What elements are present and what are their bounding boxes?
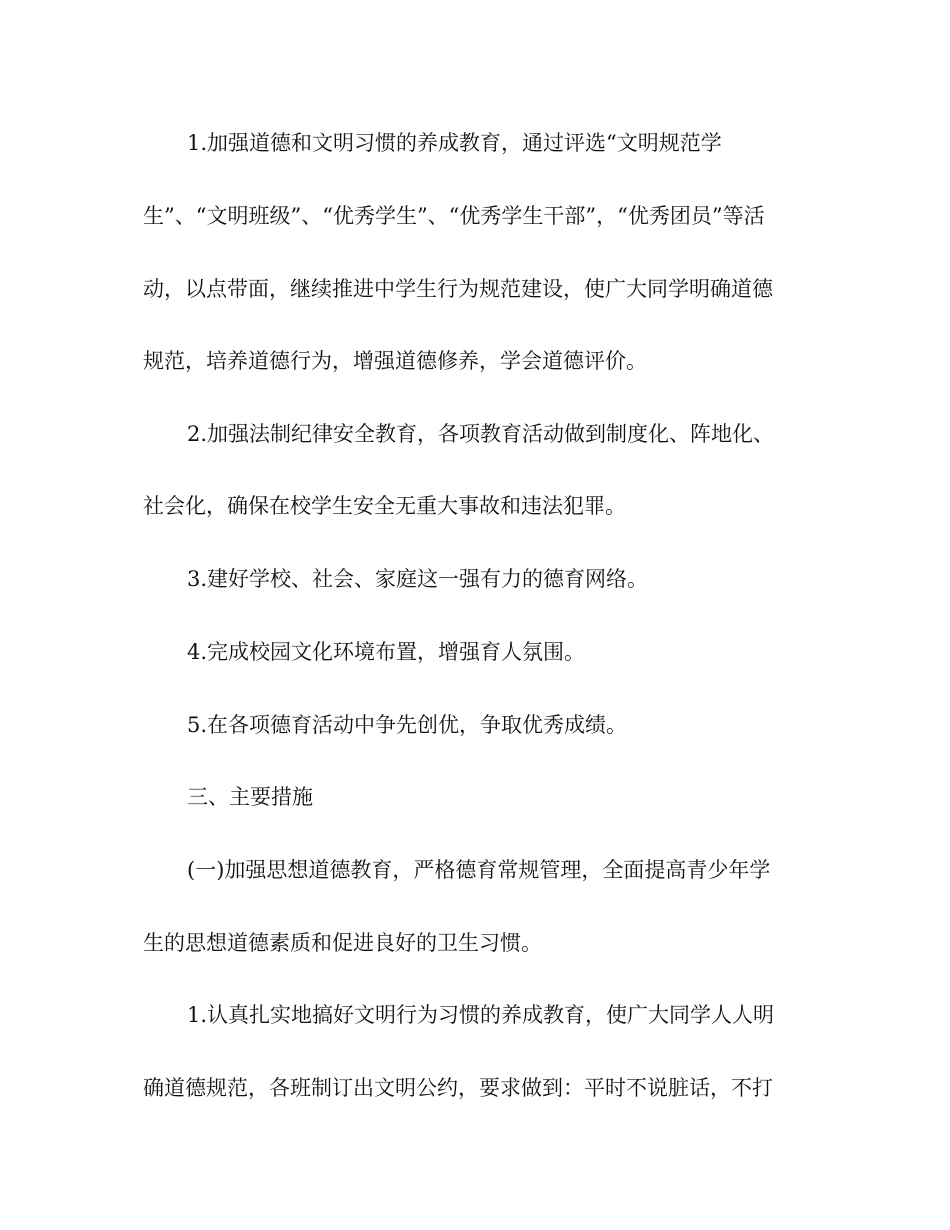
paragraph-line: 3.建好学校、社会、家庭这一强有力的德育网络。: [187, 567, 649, 591]
paragraph-line: 4.完成校园文化环境布置，增强育人氛围。: [187, 640, 586, 664]
subsection-heading-line: (一)加强思想道德教育，严格德育常规管理，全面提高青少年学: [187, 858, 771, 882]
subsection-heading-line: 生的思想道德素质和促进良好的卫生习惯。: [143, 931, 542, 955]
paragraph-line: 规范，培养道德行为，增强道德修养，学会道德评价。: [143, 349, 647, 373]
paragraph-line: 5.在各项德育活动中争先创优，争取优秀成绩。: [187, 713, 628, 737]
paragraph-line: 1.认真扎实地搞好文明行为习惯的养成教育，使广大同学人人明: [187, 1003, 775, 1027]
paragraph-line: 2.加强法制纪律安全教育，各项教育活动做到制度化、阵地化、: [187, 422, 775, 446]
paragraph-line: 确道德规范，各班制订出文明公约，要求做到：平时不说脏话，不打: [143, 1076, 773, 1100]
section-heading: 三、主要措施: [187, 785, 313, 809]
paragraph-line: 1.加强道德和文明习惯的养成教育，通过评选“文明规范学: [187, 131, 722, 155]
paragraph-line: 生”、“文明班级”、“优秀学生”、“优秀学生干部”，“优秀团员”等活: [143, 204, 765, 228]
paragraph-line: 社会化，确保在校学生安全无重大事故和违法犯罪。: [143, 494, 626, 518]
paragraph-line: 动，以点带面，继续推进中学生行为规范建设，使广大同学明确道德: [143, 277, 773, 301]
